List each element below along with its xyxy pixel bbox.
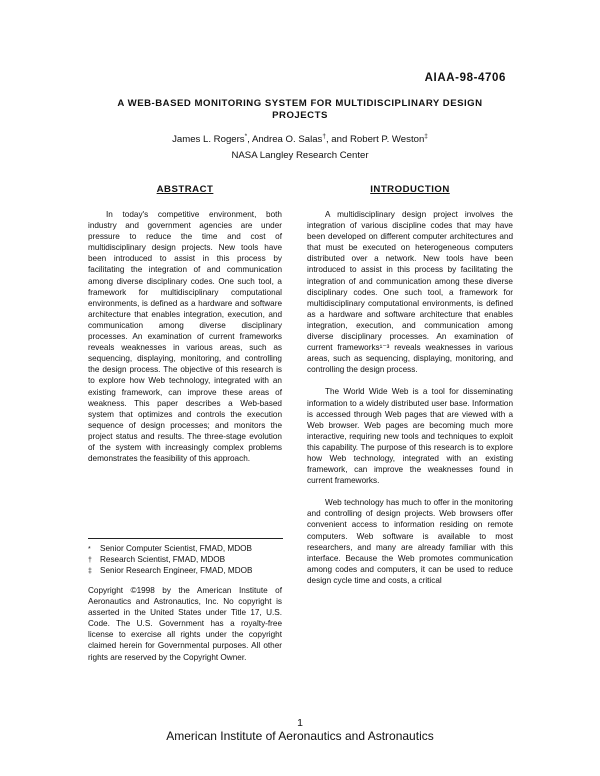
intro-paragraph-2: The World Wide Web is a tool for disseminating information to a widely distributed user base. Information is accessed through Web pages that are viewed with a Web browser. Web pages are becoming much more interactive, requiring new tools and techniques to exploit this capability. The purpose of this research is to explore how Web technology, integrated with an existing framework, can improve the weaknesses found in current frameworks. xyxy=(307,387,513,486)
footer-organization: American Institute of Aeronautics and Astronautics xyxy=(166,729,434,743)
footnote-3 xyxy=(88,565,283,577)
footnote-3-mark: ‡ xyxy=(88,568,92,575)
footnote-2-mark: † xyxy=(88,557,92,564)
author-3: , and Robert P. Weston xyxy=(325,134,425,145)
footnote-1-mark: * xyxy=(88,546,91,553)
author-2: , Andrea O. Salas xyxy=(247,134,323,145)
copyright-notice: Copyright ©1998 by the American Institute of Aeronautics and Astronautics, Inc. No copyright is asserted in the United States under Title 17, U.S. Code. The U.S. Government has a royalty-free license to exercise all rights under the copyright claimed herein for Governmental purposes. All other rights are reserved by the Copyright Owner. xyxy=(88,586,282,662)
introduction-heading: INTRODUCTION xyxy=(370,184,450,195)
paper-title xyxy=(90,98,510,122)
footnote-1-text: Senior Computer Scientist, FMAD, MDOB xyxy=(100,544,252,553)
author-list xyxy=(90,134,510,146)
intro-paragraph-1: A multidisciplinary design project involves the integration of various discipline codes that may have been developed on different computer architectures and that must be executed on heterogeneous computers distributed over a network. New tools have been introduced to assist in this process by facilitating the integration of and communication among these diverse disciplinary codes. One such tool, a framework for multidisciplinary computational environments, is defined as a hardware and software architecture that enables integration, execution, and communication among diverse disciplinary processes. An examination of current frameworks¹⁻³ reveals weaknesses in various areas, such as sequencing, displaying, monitoring, and controlling the design process. xyxy=(307,210,513,375)
author-1-mark: * xyxy=(244,132,248,140)
abstract-text: In today's competitive environment, both industry and government agencies are under pressure to reduce the time and cost of multidisciplinary design projects. New tools have been introduced to assist in this process by facilitating the integration of and communication among diverse disciplinary codes. One such tool, a framework for multidisciplinary computational environments, is defined as a hardware and software architecture that enables integration, execution, and communication among diverse disciplinary processes. An examination of current frameworks reveals weaknesses in various areas, such as sequencing, displaying, monitoring, and controlling the design process. The objective of this research is to explore how Web technology, integrated with an existing framework, can improve these areas of weakness. This paper describes a Web-based system that optimizes and controls the execution sequence of design processes; and monitors the project status and results. The three-stage evolution of the system with increasingly complex problems demonstrates the feasibility of this approach. xyxy=(88,210,282,464)
footnote-3-text: Senior Research Engineer, FMAD, MDOB xyxy=(100,566,253,575)
page-number: 1 xyxy=(297,717,303,729)
introduction-section xyxy=(307,184,513,586)
intro-paragraph-3: Web technology has much to offer in the monitoring and controlling of design projects. Web browsers offer convenient access to information residing on remote computers. Web software is available to most researchers, and many are already familiar with this interface. Because the Web promotes communication among codes and computers, it can be used to reduce design cycle time and costs, a critical xyxy=(307,498,513,585)
author-1: James L. Rogers xyxy=(172,134,245,145)
footnote-2-text: Research Scientist, FMAD, MDOB xyxy=(100,555,226,564)
author-3-mark: ‡ xyxy=(424,132,428,140)
paper-id: AIAA-98-4706 xyxy=(424,72,506,84)
abstract-section xyxy=(88,184,282,464)
affiliation: NASA Langley Research Center xyxy=(231,150,369,161)
title-line-2: PROJECTS xyxy=(272,110,328,121)
title-line-1: A WEB-BASED MONITORING SYSTEM FOR MULTIDISCIPLINARY DESIGN xyxy=(117,98,483,109)
abstract-heading: ABSTRACT xyxy=(156,184,214,195)
footnote-divider xyxy=(88,538,283,539)
author-2-mark: † xyxy=(322,132,326,140)
